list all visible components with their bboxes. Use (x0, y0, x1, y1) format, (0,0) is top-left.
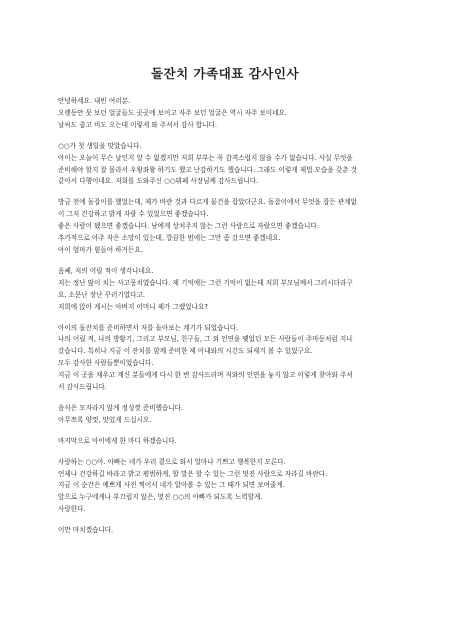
paragraph (58, 197, 432, 257)
text-line: 마지막으로 아이에게 한 마디 하겠습니다. (58, 436, 177, 445)
text-line: 지금 이 순간은 예쁘게 사진 찍어서 네가 알아볼 수 있는 그 때가 되면 보여줄게. (58, 481, 285, 490)
text-line: 사랑하는 ○○아. 아빠는 네가 우리 곁으로 와서 얼마나 기쁘고 행복한지 모른다. (58, 457, 286, 466)
text-line: 추가적으로 아주 작은 소망이 있는데, 깔끔한 범에는 그만 좀 갔으면 좋겠네요. (58, 234, 281, 243)
text-line: 나의 어릴 적, 나의 방황기, 그리고 부모님, 친구들, 그 외 인연을 맺었던 모든 사람들이 주마등처럼 지나 (58, 335, 353, 344)
document-body (58, 96, 432, 546)
text-line: 사랑한다. (58, 505, 86, 514)
text-line: 오랫동안 못 보던 얼굴들도 곳곳에 보이고 자주 보던 얼굴은 역시 자주 보이네요. (58, 108, 287, 117)
paragraph (58, 436, 432, 448)
text-line: 갔습니다. 특히나 지금 이 잔치를 함께 준비한 제 아내와의 시간도 되새겨 볼 수 있었구요. (58, 347, 313, 356)
text-line: 아이 엄마가 힘들어 하거든요. (58, 245, 143, 254)
paragraph (58, 323, 432, 394)
text-line: 서 감사드립니다. (58, 383, 107, 392)
text-line: 같아서 다행이네요. 저희를 도와주신 ○○뷔페 사장님께 감사드립니다. (58, 177, 259, 186)
text-line: 안녕하세요. 내빈 여러분. (58, 97, 131, 105)
text-line: ○○가 첫 생일을 맞았습니다. (58, 141, 142, 150)
paragraph (58, 457, 432, 517)
text-line: 아무쪼록 양껏, 맛있게 드십시오. (58, 415, 152, 424)
paragraph (58, 403, 432, 427)
text-line: 모두 감사한 사람들뿐이었습니다. (58, 359, 154, 368)
text-line: 이 그저 건강하고 밝게 자랄 수 있었으면 좋겠습니다. (58, 210, 209, 219)
text-line: 언제나 건강하길 바라고 밝고 평범하게, 할 말은 할 수 있는 그런 멋진 사람으로 자라길 바란다. (58, 469, 328, 478)
text-line: 음쎄, 저의 어릴 적이 생각나네요. (58, 266, 154, 275)
text-line: 요. 소문난 장난 꾸러기였다고. (58, 290, 145, 299)
text-line: 방금 전에 돌잡이를 했었는데, 제가 바란 것과 다르게 물건을 잡았더군요. 돌잡이에서 무엇을 잡든 관계없 (58, 198, 357, 207)
text-line: 아이는 오늘이 무슨 날인지 알 수 없겠지만 저희 부부는 꼭 감격스럽지 않을 수가 없습니다. 사실 무엇을 (58, 153, 353, 162)
text-line: 아이의 돌잔치를 준비하면서 저를 돌아보는 계기가 되었습니다. (58, 323, 239, 332)
paragraph (58, 266, 432, 314)
text-line: 저희에 앉아 계시는 아버지 어머니 제가 그랬었나요? (58, 302, 208, 311)
text-line: 준비해야 할지 잘 몰라서 우왕좌왕 하기도 했고 난감하기도 했습니다. 그래도 이렇게 제법 모습을 갖춘 것 (58, 165, 357, 174)
text-line: 앞으로 누구에게나 부끄럽지 않은, 멋진 ○○의 아빠가 되도록 노력할게. (58, 493, 263, 502)
text-line: 저는 정난 많이 치는 사고뭉치였습니다. 제 기억에는 그런 기억이 없는데 저희 부모님께서 그러시더라구 (58, 278, 353, 287)
text-line: 좋은 사람이 됐으면 좋겠습니다. 남에게 상처주지 않는 그런 사람으로 자랐으면 좋겠습니다. (58, 222, 319, 231)
document-title: 돌잔치 가족대표 감사인사 (150, 66, 300, 81)
paragraph (58, 141, 432, 189)
paragraph (58, 525, 432, 537)
paragraph (58, 96, 432, 132)
text-line: 날씨도 춥고 비도 오는데 이렇게 와 주셔서 감사 합니다. (58, 120, 217, 129)
text-line: 이만 마치겠습니다. (58, 526, 114, 535)
text-line: 지금 이 곳을 채우고 계신 분들에게 다시 한 번 감사드리며 저와의 인연을 놓지 않고 이렇게 찾아와 주셔 (58, 371, 353, 380)
text-line: 음식은 모자라지 않게 정성껏 준비했습니다. (58, 403, 184, 412)
